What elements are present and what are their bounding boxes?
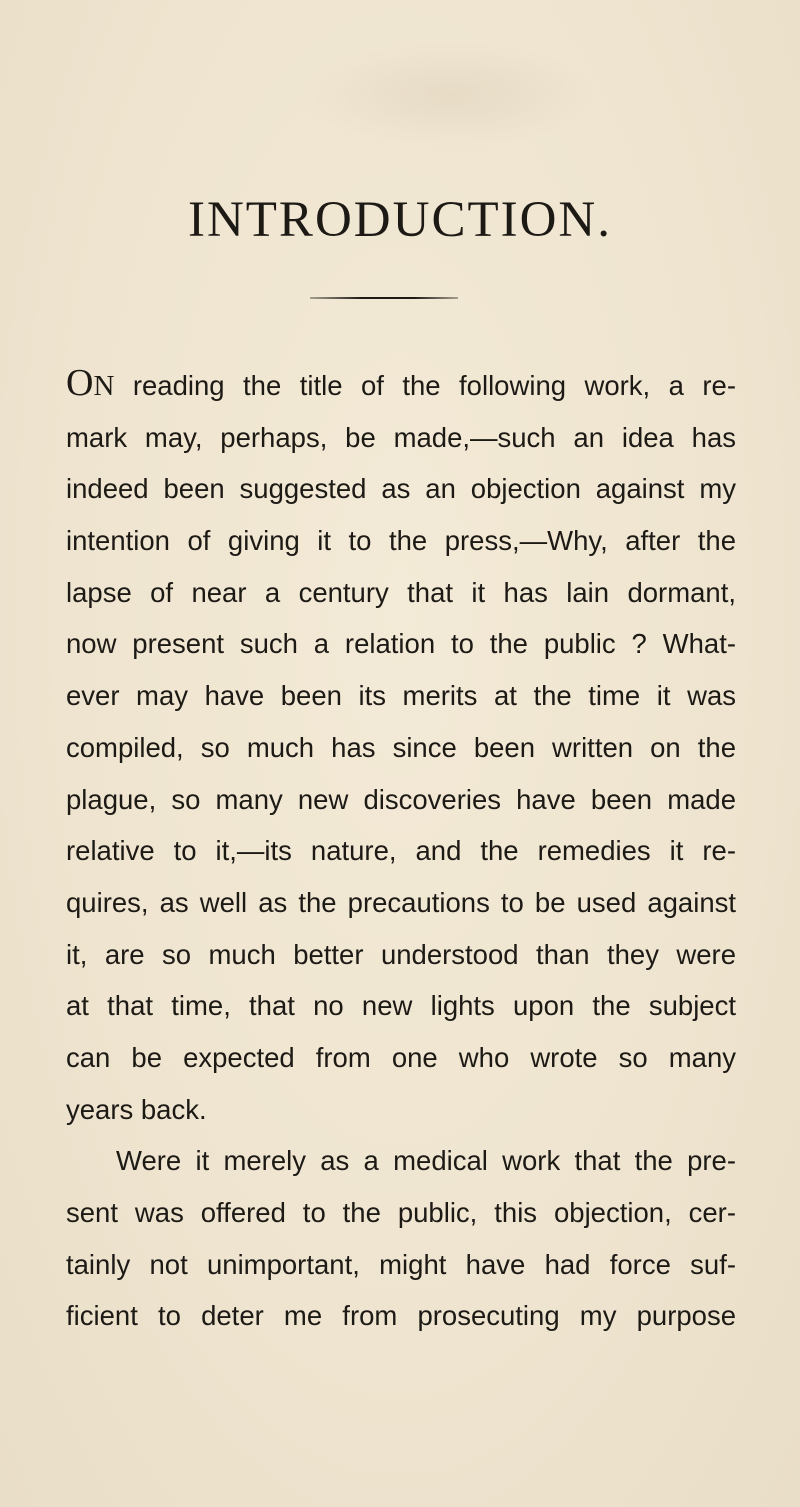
body-text <box>66 360 736 1342</box>
page-title: INTRODUCTION. <box>187 192 613 248</box>
text-line: lapse of near a century that it has lain dormant, <box>66 576 736 608</box>
paragraph-2-line: sent was offered to the public, this objection, cer- <box>66 1197 736 1228</box>
text-line: at that time, that no new lights upon the subject <box>66 990 736 1022</box>
text-line: now present such a relation to the public ? What- <box>66 628 736 660</box>
paragraph-2-line: ficient to deter me from prosecuting my purpose <box>66 1300 736 1332</box>
text-line: ever may have been its merits at the time it was <box>66 680 736 712</box>
text-line: relative to it,—its nature, and the remedies it re- <box>66 835 736 867</box>
text-line: quires, as well as the precautions to be used against <box>66 886 736 918</box>
small-cap: N <box>93 370 115 402</box>
text-line: mark may, perhaps, be made,—such an idea has <box>66 421 736 453</box>
drop-cap: O <box>66 362 94 404</box>
show-through-smudge <box>300 40 600 150</box>
text-line: plague, so many new discoveries have been made <box>66 783 736 815</box>
text-line: compiled, so much has since been written on the <box>66 731 736 763</box>
text-line: years back. <box>66 1093 207 1125</box>
text-line: indeed been suggested as an objection against my <box>66 473 736 505</box>
paragraph-2-line: Were it merely as a medical work that the pre- <box>116 1145 736 1177</box>
opening-line-rest: reading the title of the following work, a re- <box>114 370 736 401</box>
title-rule <box>310 297 458 299</box>
text-line: can be expected from one who wrote so many <box>66 1041 736 1073</box>
text-line: intention of giving it to the press,—Why, after the <box>66 525 736 557</box>
text-line-opening <box>66 360 736 412</box>
paragraph-2-line: tainly not unimportant, might have had force suf- <box>66 1248 736 1280</box>
text-line: it, are so much better understood than they were <box>66 938 736 970</box>
